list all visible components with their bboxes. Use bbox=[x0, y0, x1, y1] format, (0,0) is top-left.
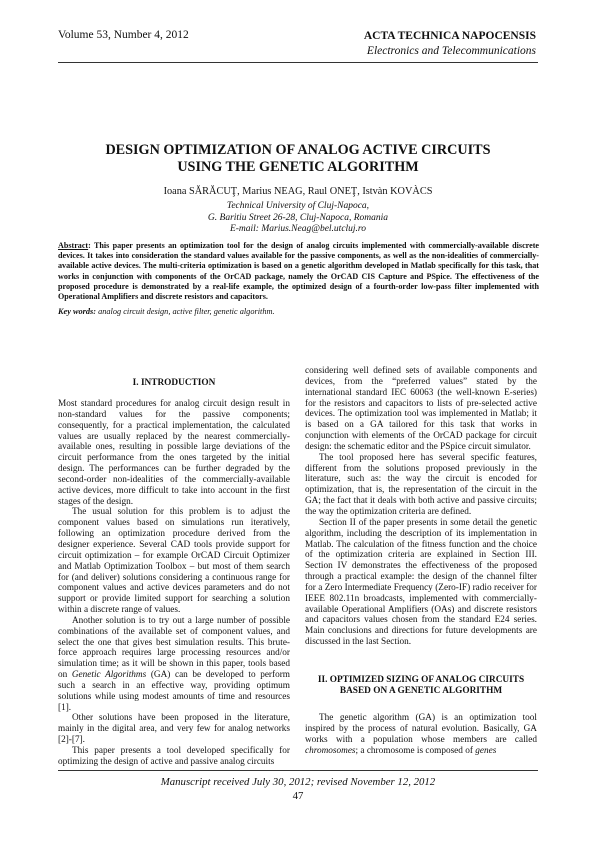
section-1-heading: I. INTRODUCTION bbox=[132, 378, 216, 388]
section-2-heading-line-2: BASED ON A GENETIC ALGORITHM bbox=[339, 686, 503, 696]
section-2-paragraph-1: The genetic algorithm (GA) is an optimization tool inspired by the process of natural evolution. Basically, GA works with a population whose members are called chromosomes; a chromosome is composed of genes bbox=[305, 713, 537, 756]
keywords-text: analog circuit design, active filter, genetic algorithm. bbox=[96, 307, 275, 316]
right-paragraph-3: Section II of the paper presents in some detail the genetic algorithm, including the description of its implementation in Matlab. The calculation of the fitness function and the choice of the optimization criteria are explained in Section III. Section IV demonstrates the effectiveness of the proposed through a practical example: the design of the channel filter for a Zero Intermediate Frequency (Zero-IF) radio receiver for IEEE 802.11n broadcasts, implemented with commercially-available Operational Amplifiers (OAs) and discrete resistors and capacitors values chosen from the standard E24 series. Main conclusions and directions for future developments are discussed in the last Section. bbox=[305, 517, 537, 648]
chromosomes-term: chromosomes bbox=[305, 745, 356, 756]
affiliation-line-2: G. Baritiu Street 26-28, Cluj-Napoca, Romania bbox=[207, 212, 389, 223]
journal-section: Electronics and Telecommunications bbox=[366, 45, 536, 57]
intro-paragraph-5: This paper presents a tool developed specifically for optimizing the design of active and passive analog circuits bbox=[58, 746, 290, 767]
intro-paragraph-1: Most standard procedures for analog circuit design result in non-standard values for the passive components; consequently, for a practical implementation, the calculated values are usually replaced by the nearest commercially-available ones, resulting in possible large deviations of the circuit performance from the ones targeted by the initial design. The performances can be further degraded by the second-order non-idealities of the commercially-available active devices, more difficult to take into account in the first stages of the design. bbox=[58, 399, 290, 507]
right-paragraph-2: The tool proposed here has several specific features, different from the solutions proposed previously in the literature, such as: the way the circuit is encoded for optimization, that is, the representation of the circuit in the GA; the fact that it deals with both active and passive circuits; the way the optimization criteria are defined. bbox=[305, 452, 537, 517]
section-2-heading-line-1: II. OPTIMIZED SIZING OF ANALOG CIRCUITS bbox=[317, 675, 525, 685]
intro-paragraph-2: The usual solution for this problem is to adjust the component values based on simulations run iteratively, following an optimization procedure derived from the designer experience. Several CAD tools provide support for circuit optimization – for example OrCAD Circuit Optimizer and Matlab Optimization Toolbox – but most of them search for (and deliver) solutions considering a continuous range for component values and active devices parameters and do not support or provide limited support for searching a solution within a discrete range of values. bbox=[58, 507, 290, 616]
genes-term: genes bbox=[475, 745, 497, 756]
keywords bbox=[58, 307, 539, 317]
title-line-2: USING THE GENETIC ALGORITHM bbox=[177, 159, 419, 175]
page-number: 47 bbox=[292, 790, 304, 802]
abstract-label: Abstract bbox=[58, 241, 89, 250]
journal-header bbox=[364, 29, 536, 59]
intro-paragraph-3: Another solution is to try out a large number of possible combinations of the available set of component values, and select the one that gives best simulation results. This brute-force approach requires large processing resources and/or simulation time; as it will be shown in this paper, tools based on Genetic Algorithms (GA) can be developed to perform such a search in an effective way, providing optimum solutions while using modest amounts of time and resources [1]. bbox=[58, 615, 290, 713]
title-line-1: DESIGN OPTIMIZATION OF ANALOG ACTIVE CIRCUITS bbox=[105, 142, 491, 158]
affiliation bbox=[58, 201, 538, 236]
abstract bbox=[58, 241, 539, 302]
right-paragraph-1: considering well defined sets of available components and devices, from the “preferred values” stated by the international standard IEC 60063 (the well-known E-series) for the resistors and capacitors to lists of pre-selected active devices. The optimization tool was implemented in Matlab; it is based on a GA tailored for this task that works in conjunction with elements of the OrCAD package for circuit design: the schematic editor and the PSpice circuit simulator. bbox=[305, 366, 537, 452]
affiliation-line-1: Technical University of Cluj-Napoca, bbox=[226, 201, 370, 211]
authors: Ioana SĂRĂCUŢ, Marius NEAG, Raul ONEŢ, Istvàn KOVÀCS bbox=[163, 186, 433, 197]
intro-paragraph-4: Other solutions have been proposed in the literature, mainly in the digital area, and very few for analog networks [2]-[7]. bbox=[58, 713, 290, 746]
keywords-label: Key words: bbox=[58, 307, 97, 316]
right-column bbox=[305, 366, 537, 648]
introduction-column bbox=[58, 399, 290, 768]
manuscript-dates: Manuscript received July 30, 2012; revised November 12, 2012 bbox=[160, 776, 436, 788]
affiliation-email: E-mail: Marius.Neag@bel.utcluj.ro bbox=[229, 224, 367, 234]
footer-rule bbox=[58, 770, 538, 771]
abstract-text: : This paper presents an optimization tool for the design of analog circuits implemented with commercially-available discrete devices. It takes into consideration the standard values available for the passive components, as well as the non-idealities of commercially-available active devices. The multi-criteria optimization is based on a genetic algorithm developed in Matlab specifically for this task, that works in conjunction with components of the OrCAD package, namely the OrCAD CIS Capture and PSpice. The effectiveness of the proposed procedure is demonstrated by a real-life example, the optimized design of a fourth-order low-pass filter implemented with Operational Amplifiers and discrete resistors and capacitors. bbox=[58, 241, 539, 302]
section-2-body bbox=[305, 713, 537, 756]
header-rule bbox=[58, 62, 538, 63]
volume-info: Volume 53, Number 4, 2012 bbox=[58, 29, 189, 41]
journal-name: ACTA TECHNICA NAPOCENSIS bbox=[363, 30, 536, 42]
section-2-heading bbox=[305, 675, 537, 697]
paper-title bbox=[58, 142, 538, 176]
genetic-algorithms-term: Genetic Algorithms bbox=[71, 670, 147, 681]
